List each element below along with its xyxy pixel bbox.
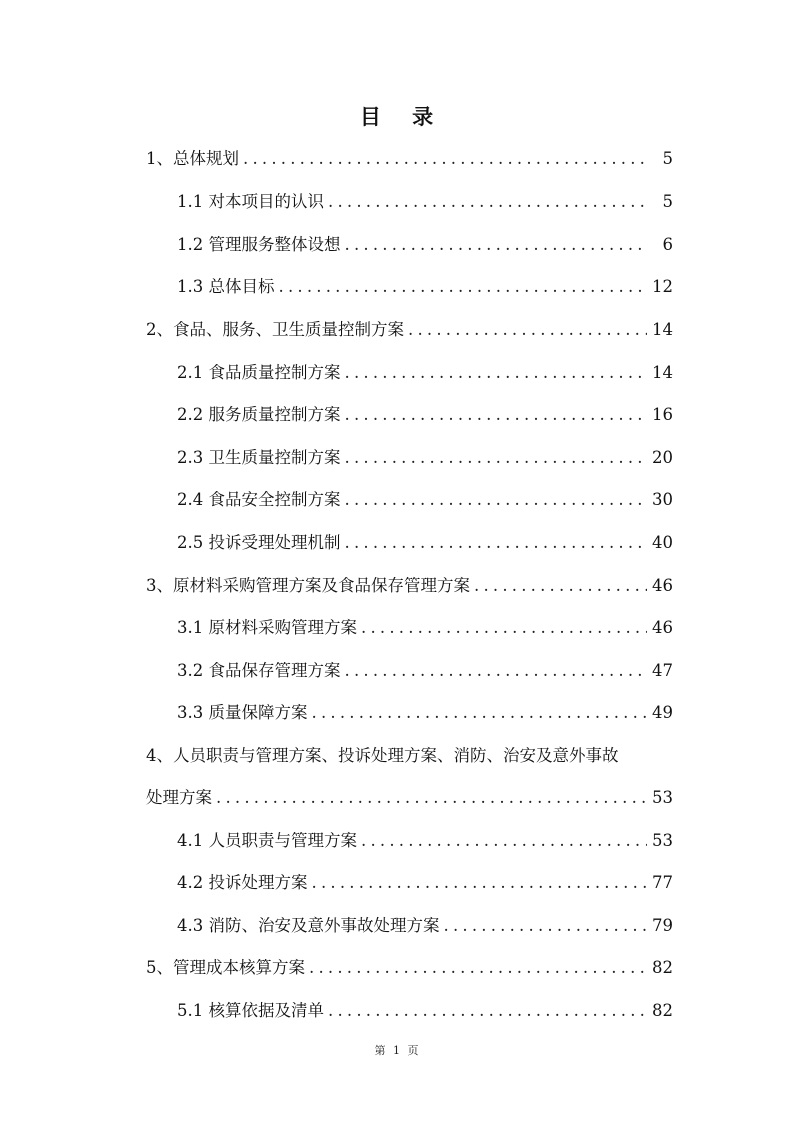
toc-entry-label: 4.3 消防、治安及意外事故处理方案 [177,916,440,935]
toc-entry[interactable] [177,999,673,1023]
page-number: 1 [393,1044,400,1057]
toc-entry[interactable] [146,147,673,171]
toc-title: 目 录 [359,104,446,129]
toc-entry-label: 2.4 食品安全控制方案 [177,490,341,509]
toc-entry-page: 40 [652,533,673,552]
toc-entry[interactable] [177,829,673,853]
toc-entry-label: 1、总体规划 [146,149,239,168]
toc-entry-heading-line[interactable]: 4、人员职责与管理方案、投诉处理方案、消防、治安及意外事故 [146,746,619,765]
toc-leader-dots [243,147,647,171]
toc-entry-label: 1.3 总体目标 [177,277,275,296]
toc-entry[interactable] [177,701,673,725]
toc-entry-label: 处理方案 [146,788,212,807]
toc-leader-dots [345,403,648,427]
toc-entry-page: 16 [652,405,673,424]
toc-entry-label: 4.1 人员职责与管理方案 [177,831,357,850]
toc-entry-label: 2、食品、服务、卫生质量控制方案 [146,320,404,339]
toc-leader-dots [216,786,647,810]
toc-entry[interactable] [146,574,673,598]
footer-suffix: 页 [407,1044,419,1057]
toc-entry-page: 12 [652,277,673,296]
toc-entry-label: 2.5 投诉受理处理机制 [177,533,341,552]
toc-entry[interactable] [177,233,673,257]
toc-leader-dots [312,701,648,725]
toc-leader-dots [345,361,648,385]
toc-leader-dots [474,574,647,598]
toc-entry-page: 77 [652,873,673,892]
toc-leader-dots [345,531,648,555]
toc-entry-page: 46 [652,618,673,637]
toc-entry[interactable] [177,190,673,214]
toc-entry-label: 3.2 食品保存管理方案 [177,661,341,680]
toc-entry-page: 14 [652,363,673,382]
toc-entry-label: 2.1 食品质量控制方案 [177,363,341,382]
toc-entry-label: 4.2 投诉处理方案 [177,873,308,892]
toc-entry-page: 30 [652,490,673,509]
toc-leader-dots [408,318,647,342]
toc-entry-page: 79 [652,916,673,935]
toc-entry-label: 1.2 管理服务整体设想 [177,235,341,254]
toc-entry-label: 3.3 质量保障方案 [177,703,308,722]
toc-entry-label: 3.1 原材料采购管理方案 [177,618,357,637]
toc-entry-label: 5.1 核算依据及清单 [177,1001,324,1020]
toc-leader-dots [345,659,648,683]
toc-entry[interactable] [177,488,673,512]
toc-leader-dots [279,275,648,299]
toc-entry-page: 6 [662,235,673,254]
toc-entry[interactable] [177,616,673,640]
toc-entry[interactable] [177,914,673,938]
toc-entry[interactable] [177,275,673,299]
toc-entry[interactable] [177,531,673,555]
toc-entry[interactable] [146,318,673,342]
toc-entry-page: 82 [652,958,673,977]
toc-leader-dots [345,446,648,470]
toc-entry[interactable] [177,361,673,385]
toc-entry-page: 82 [652,1001,673,1020]
toc-leader-dots [309,956,647,980]
toc-entry-page: 5 [662,192,673,211]
toc-entry-page: 53 [652,788,673,807]
toc-leader-dots [312,871,648,895]
toc-entry-label: 1.1 对本项目的认识 [177,192,324,211]
toc-leader-dots [361,829,647,853]
page-footer [0,1042,793,1058]
toc-leader-dots [444,914,648,938]
toc-entry-label: 2.2 服务质量控制方案 [177,405,341,424]
toc-entry-label: 5、管理成本核算方案 [146,958,305,977]
toc-entry-page: 49 [652,703,673,722]
toc-entry-page: 53 [652,831,673,850]
toc-entry[interactable] [146,786,673,810]
toc-leader-dots [361,616,647,640]
toc-leader-dots [328,999,647,1023]
toc-entry-label: 3、原材料采购管理方案及食品保存管理方案 [146,576,470,595]
toc-entry-page: 20 [652,448,673,467]
toc-entry[interactable] [177,403,673,427]
toc-entry[interactable] [177,659,673,683]
toc-entry-page: 46 [652,576,673,595]
toc-leader-dots [328,190,647,214]
toc-entry-page: 5 [662,149,673,168]
toc-entry[interactable] [177,446,673,470]
toc-entry[interactable] [146,956,673,980]
toc-leader-dots [345,233,648,257]
toc-entry-page: 47 [652,661,673,680]
toc-entry-page: 14 [652,320,673,339]
toc-entry-label: 2.3 卫生质量控制方案 [177,448,341,467]
toc-leader-dots [345,488,648,512]
toc-entry[interactable] [177,871,673,895]
footer-prefix: 第 [374,1044,386,1057]
